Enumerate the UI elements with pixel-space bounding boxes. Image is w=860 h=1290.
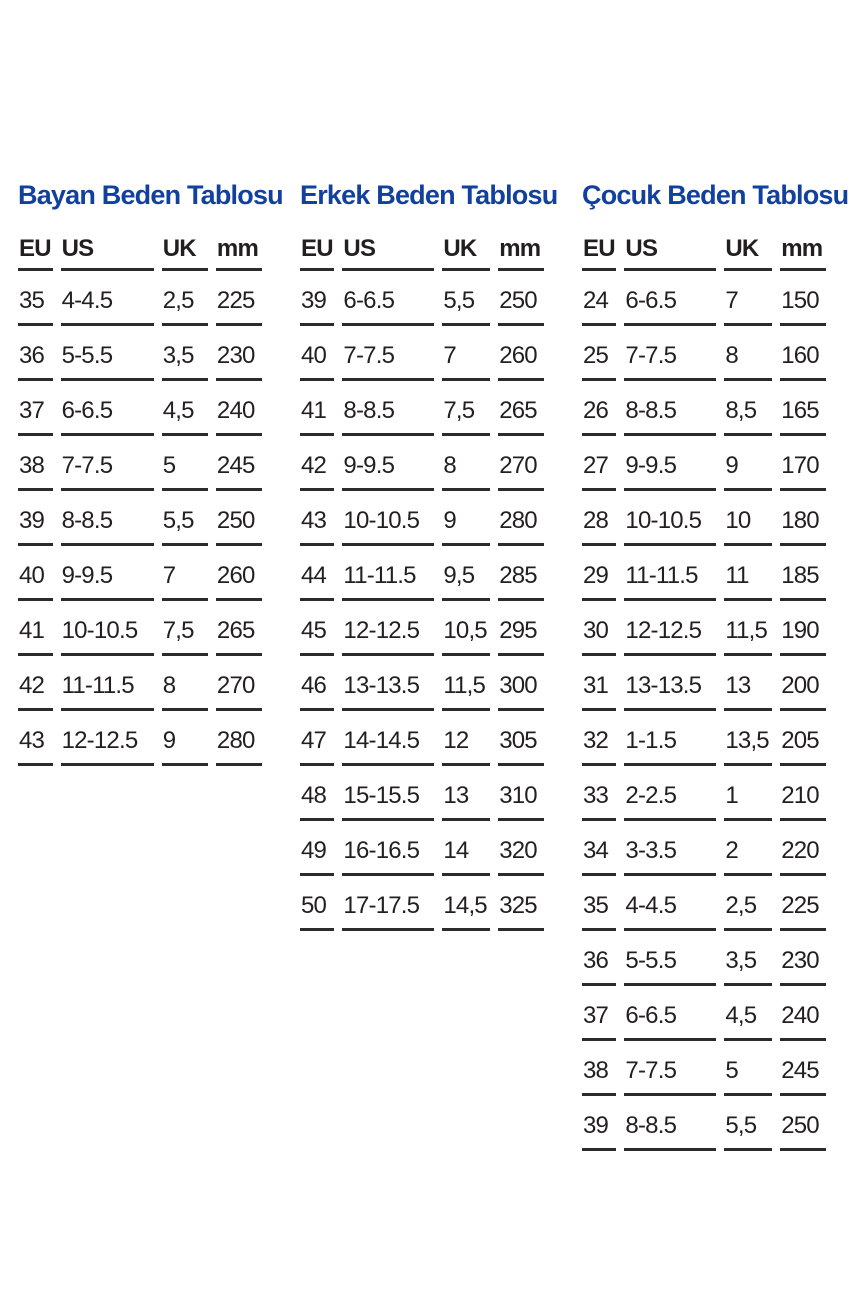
- table-row: [300, 436, 544, 491]
- cell-mm: 205: [780, 711, 826, 766]
- table-row: [582, 381, 826, 436]
- table-row: [300, 491, 544, 546]
- cell-uk: 14: [442, 821, 490, 876]
- cell-mm: 260: [216, 546, 262, 601]
- table-row: [582, 326, 826, 381]
- table-row: [300, 381, 544, 436]
- cell-eu: 38: [18, 436, 53, 491]
- size-table-men-title: Erkek Beden Tablosu: [300, 180, 558, 210]
- column-header-eu: EU: [18, 234, 53, 271]
- cell-mm: 320: [498, 821, 544, 876]
- cell-us: 14-14.5: [342, 711, 434, 766]
- table-row: [300, 546, 544, 601]
- cell-us: 15-15.5: [342, 766, 434, 821]
- table-row: [582, 601, 826, 656]
- cell-mm: 250: [780, 1096, 826, 1151]
- cell-us: 7-7.5: [61, 436, 154, 491]
- cell-us: 8-8.5: [61, 491, 154, 546]
- cell-uk: 13,5: [724, 711, 772, 766]
- cell-mm: 285: [498, 546, 544, 601]
- cell-us: 4-4.5: [61, 271, 154, 326]
- cell-mm: 295: [498, 601, 544, 656]
- column-header-uk: UK: [162, 234, 208, 271]
- cell-uk: 14,5: [442, 876, 490, 931]
- cell-eu: 39: [300, 271, 334, 326]
- table-body: [300, 271, 544, 931]
- table-row: [18, 271, 262, 326]
- cell-us: 8-8.5: [624, 381, 716, 436]
- cell-eu: 33: [582, 766, 616, 821]
- cell-mm: 190: [780, 601, 826, 656]
- cell-eu: 42: [300, 436, 334, 491]
- table-body: [18, 271, 262, 766]
- cell-mm: 325: [498, 876, 544, 931]
- cell-us: 10-10.5: [342, 491, 434, 546]
- column-header-mm: mm: [780, 234, 826, 271]
- cell-mm: 250: [498, 271, 544, 326]
- column-header-uk: UK: [442, 234, 490, 271]
- cell-us: 12-12.5: [342, 601, 434, 656]
- table-row: [18, 601, 262, 656]
- size-table-men-grid: [292, 234, 552, 931]
- size-table-men: [300, 180, 558, 931]
- cell-us: 13-13.5: [342, 656, 434, 711]
- cell-uk: 8: [162, 656, 208, 711]
- column-header-eu: EU: [300, 234, 334, 271]
- table-row: [300, 876, 544, 931]
- table-row: [582, 656, 826, 711]
- cell-us: 8-8.5: [342, 381, 434, 436]
- table-row: [300, 656, 544, 711]
- cell-us: 11-11.5: [342, 546, 434, 601]
- cell-uk: 8,5: [724, 381, 772, 436]
- cell-uk: 1: [724, 766, 772, 821]
- size-table-women: [18, 180, 283, 766]
- cell-eu: 48: [300, 766, 334, 821]
- size-table-women-grid: [10, 234, 270, 766]
- cell-uk: 3,5: [724, 931, 772, 986]
- cell-eu: 25: [582, 326, 616, 381]
- cell-us: 17-17.5: [342, 876, 434, 931]
- cell-mm: 240: [216, 381, 262, 436]
- cell-eu: 38: [582, 1041, 616, 1096]
- cell-uk: 7,5: [442, 381, 490, 436]
- cell-eu: 36: [582, 931, 616, 986]
- cell-us: 11-11.5: [61, 656, 154, 711]
- cell-mm: 230: [780, 931, 826, 986]
- cell-uk: 8: [724, 326, 772, 381]
- column-header-uk: UK: [724, 234, 772, 271]
- cell-us: 12-12.5: [61, 711, 154, 766]
- cell-uk: 9: [724, 436, 772, 491]
- table-row: [582, 876, 826, 931]
- table-row: [300, 821, 544, 876]
- table-row: [582, 436, 826, 491]
- cell-us: 5-5.5: [624, 931, 716, 986]
- cell-uk: 9,5: [442, 546, 490, 601]
- cell-eu: 26: [582, 381, 616, 436]
- cell-mm: 150: [780, 271, 826, 326]
- cell-us: 6-6.5: [624, 986, 716, 1041]
- cell-us: 4-4.5: [624, 876, 716, 931]
- cell-eu: 39: [18, 491, 53, 546]
- column-header-us: US: [342, 234, 434, 271]
- column-header-us: US: [61, 234, 154, 271]
- cell-uk: 7: [162, 546, 208, 601]
- cell-us: 10-10.5: [61, 601, 154, 656]
- table-row: [300, 326, 544, 381]
- cell-us: 11-11.5: [624, 546, 716, 601]
- cell-eu: 31: [582, 656, 616, 711]
- cell-eu: 34: [582, 821, 616, 876]
- cell-mm: 305: [498, 711, 544, 766]
- table-row: [18, 656, 262, 711]
- cell-mm: 265: [498, 381, 544, 436]
- cell-uk: 11: [724, 546, 772, 601]
- table-row: [582, 546, 826, 601]
- cell-uk: 9: [162, 711, 208, 766]
- cell-mm: 300: [498, 656, 544, 711]
- cell-eu: 47: [300, 711, 334, 766]
- table-header: [582, 234, 826, 271]
- table-row: [300, 601, 544, 656]
- cell-mm: 250: [216, 491, 262, 546]
- cell-uk: 7: [724, 271, 772, 326]
- cell-eu: 43: [300, 491, 334, 546]
- table-row: [18, 436, 262, 491]
- cell-us: 9-9.5: [342, 436, 434, 491]
- cell-mm: 220: [780, 821, 826, 876]
- cell-eu: 24: [582, 271, 616, 326]
- cell-mm: 245: [216, 436, 262, 491]
- cell-mm: 200: [780, 656, 826, 711]
- column-header-us: US: [624, 234, 716, 271]
- table-row: [18, 326, 262, 381]
- cell-mm: 280: [216, 711, 262, 766]
- cell-eu: 39: [582, 1096, 616, 1151]
- cell-us: 7-7.5: [624, 326, 716, 381]
- cell-us: 9-9.5: [624, 436, 716, 491]
- size-table-kids: [582, 180, 849, 1151]
- cell-uk: 5,5: [724, 1096, 772, 1151]
- table-row: [582, 271, 826, 326]
- table-row: [300, 271, 544, 326]
- table-row: [18, 711, 262, 766]
- column-header-mm: mm: [498, 234, 544, 271]
- size-table-kids-title: Çocuk Beden Tablosu: [582, 180, 849, 210]
- cell-uk: 5,5: [442, 271, 490, 326]
- cell-eu: 40: [300, 326, 334, 381]
- table-header: [300, 234, 544, 271]
- column-header-eu: EU: [582, 234, 616, 271]
- cell-eu: 37: [18, 381, 53, 436]
- cell-uk: 9: [442, 491, 490, 546]
- cell-eu: 28: [582, 491, 616, 546]
- cell-us: 2-2.5: [624, 766, 716, 821]
- cell-eu: 41: [300, 381, 334, 436]
- cell-uk: 5: [724, 1041, 772, 1096]
- cell-uk: 8: [442, 436, 490, 491]
- header-row: [300, 234, 544, 271]
- cell-eu: 45: [300, 601, 334, 656]
- table-row: [582, 766, 826, 821]
- cell-us: 6-6.5: [342, 271, 434, 326]
- table-row: [300, 711, 544, 766]
- cell-uk: 2,5: [724, 876, 772, 931]
- cell-mm: 170: [780, 436, 826, 491]
- cell-eu: 42: [18, 656, 53, 711]
- cell-mm: 180: [780, 491, 826, 546]
- cell-us: 12-12.5: [624, 601, 716, 656]
- cell-uk: 10,5: [442, 601, 490, 656]
- cell-uk: 13: [442, 766, 490, 821]
- cell-mm: 270: [216, 656, 262, 711]
- table-row: [300, 766, 544, 821]
- cell-mm: 310: [498, 766, 544, 821]
- table-body: [582, 271, 826, 1151]
- cell-eu: 29: [582, 546, 616, 601]
- cell-eu: 37: [582, 986, 616, 1041]
- cell-uk: 4,5: [724, 986, 772, 1041]
- cell-uk: 13: [724, 656, 772, 711]
- cell-uk: 3,5: [162, 326, 208, 381]
- cell-us: 9-9.5: [61, 546, 154, 601]
- cell-uk: 2: [724, 821, 772, 876]
- cell-us: 8-8.5: [624, 1096, 716, 1151]
- cell-mm: 265: [216, 601, 262, 656]
- cell-uk: 2,5: [162, 271, 208, 326]
- cell-us: 6-6.5: [61, 381, 154, 436]
- table-row: [582, 1096, 826, 1151]
- cell-mm: 230: [216, 326, 262, 381]
- cell-eu: 50: [300, 876, 334, 931]
- cell-mm: 270: [498, 436, 544, 491]
- table-row: [582, 931, 826, 986]
- size-table-kids-grid: [574, 234, 834, 1151]
- cell-uk: 11,5: [724, 601, 772, 656]
- cell-mm: 165: [780, 381, 826, 436]
- table-row: [582, 821, 826, 876]
- cell-eu: 32: [582, 711, 616, 766]
- table-row: [582, 1041, 826, 1096]
- cell-eu: 36: [18, 326, 53, 381]
- cell-us: 13-13.5: [624, 656, 716, 711]
- cell-uk: 10: [724, 491, 772, 546]
- cell-eu: 35: [582, 876, 616, 931]
- cell-eu: 41: [18, 601, 53, 656]
- cell-eu: 27: [582, 436, 616, 491]
- cell-mm: 225: [216, 271, 262, 326]
- table-row: [18, 381, 262, 436]
- cell-eu: 43: [18, 711, 53, 766]
- cell-uk: 5: [162, 436, 208, 491]
- size-table-women-title: Bayan Beden Tablosu: [18, 180, 283, 210]
- cell-mm: 225: [780, 876, 826, 931]
- header-row: [18, 234, 262, 271]
- cell-uk: 4,5: [162, 381, 208, 436]
- cell-us: 16-16.5: [342, 821, 434, 876]
- cell-mm: 280: [498, 491, 544, 546]
- cell-mm: 160: [780, 326, 826, 381]
- table-row: [582, 711, 826, 766]
- cell-us: 7-7.5: [342, 326, 434, 381]
- cell-eu: 35: [18, 271, 53, 326]
- cell-us: 6-6.5: [624, 271, 716, 326]
- cell-mm: 260: [498, 326, 544, 381]
- size-tables-container: [18, 180, 849, 1151]
- cell-us: 3-3.5: [624, 821, 716, 876]
- cell-uk: 5,5: [162, 491, 208, 546]
- column-header-mm: mm: [216, 234, 262, 271]
- table-row: [18, 546, 262, 601]
- cell-us: 1-1.5: [624, 711, 716, 766]
- cell-mm: 240: [780, 986, 826, 1041]
- cell-us: 7-7.5: [624, 1041, 716, 1096]
- cell-us: 10-10.5: [624, 491, 716, 546]
- cell-mm: 185: [780, 546, 826, 601]
- cell-eu: 40: [18, 546, 53, 601]
- table-header: [18, 234, 262, 271]
- cell-eu: 49: [300, 821, 334, 876]
- cell-uk: 7: [442, 326, 490, 381]
- table-row: [582, 491, 826, 546]
- table-row: [18, 491, 262, 546]
- cell-uk: 7,5: [162, 601, 208, 656]
- cell-eu: 30: [582, 601, 616, 656]
- cell-mm: 210: [780, 766, 826, 821]
- cell-uk: 11,5: [442, 656, 490, 711]
- cell-mm: 245: [780, 1041, 826, 1096]
- cell-eu: 44: [300, 546, 334, 601]
- header-row: [582, 234, 826, 271]
- table-row: [582, 986, 826, 1041]
- cell-eu: 46: [300, 656, 334, 711]
- cell-uk: 12: [442, 711, 490, 766]
- cell-us: 5-5.5: [61, 326, 154, 381]
